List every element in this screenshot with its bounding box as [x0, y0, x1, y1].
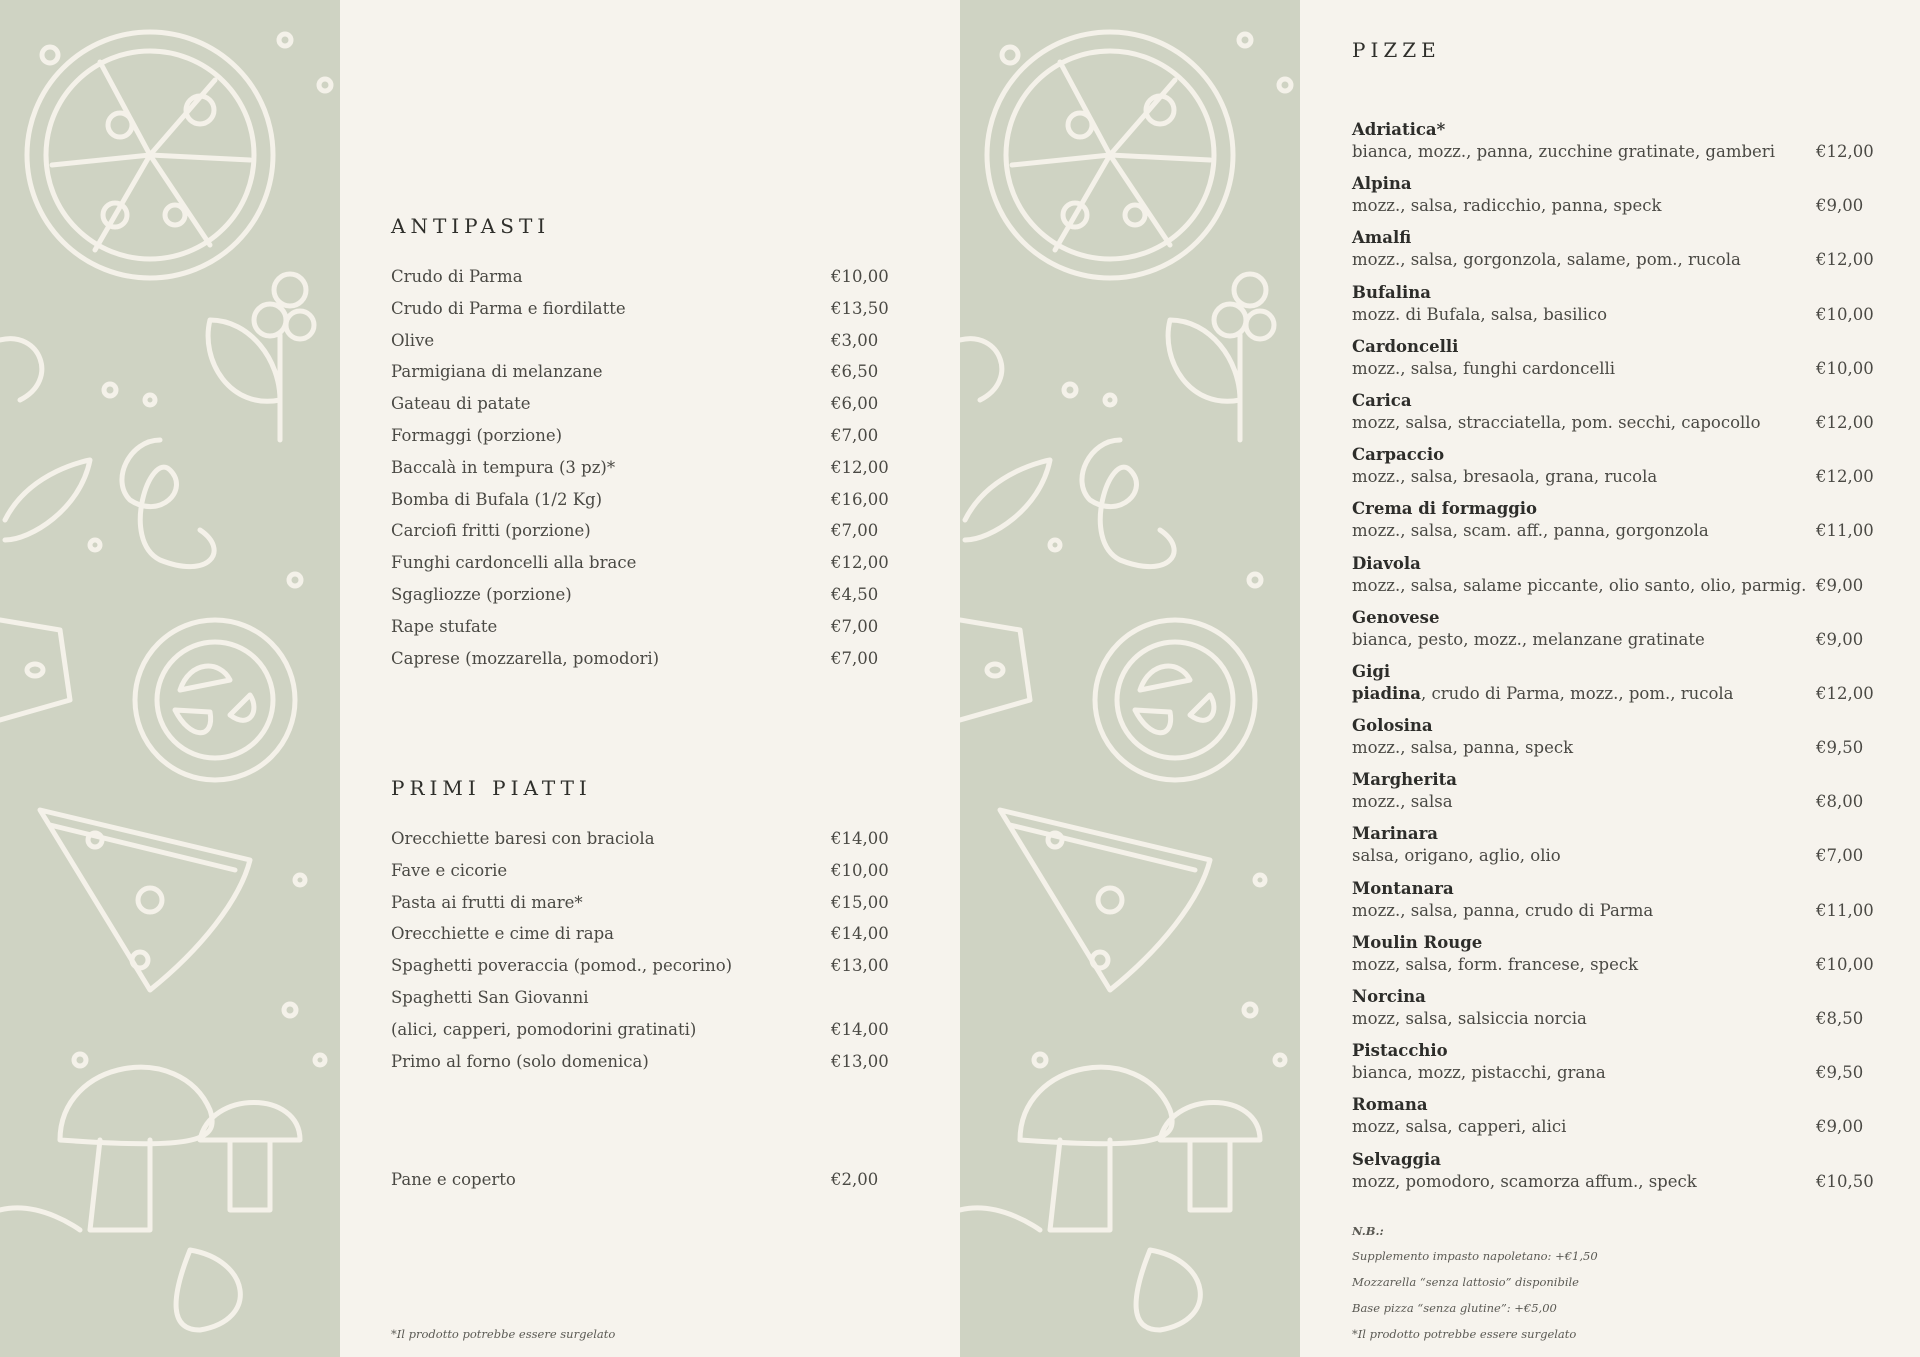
pizza-price: €11,00 [1816, 521, 1874, 541]
pizza-row [1352, 195, 1872, 217]
item-price: €13,00 [831, 956, 889, 976]
notes-title: N.B.: [1352, 1224, 1384, 1238]
pizza-ingredients-text: mozz. di Bufala, salsa, basilico [1352, 304, 1608, 324]
mushroom-icon [960, 339, 1260, 1230]
item-price: €7,00 [831, 648, 879, 668]
pizza-item [1352, 281, 1872, 335]
pizza-row [1352, 304, 1872, 326]
pizza-ingredients [1352, 791, 1453, 813]
pizza-price: €8,50 [1816, 1009, 1864, 1028]
basil-icon [208, 274, 314, 440]
menu-item [391, 617, 891, 649]
menu-item [391, 521, 891, 553]
pizza-ingredients-text: mozz, salsa, salsiccia norcia [1352, 1009, 1587, 1028]
pizza-item [1352, 714, 1872, 768]
decorative-strip-right [960, 0, 1300, 1357]
pizza-ingredients-text: mozz., salsa, funghi cardoncelli [1352, 358, 1616, 378]
item-name: Fave e cicorie [391, 860, 508, 880]
pizza-ingredients-text: bianca, mozz., panna, zucchine gratinate, gamberi [1352, 142, 1775, 161]
pizza-item [1352, 118, 1872, 172]
pizza-name: Carpaccio [1352, 445, 1445, 465]
menu-page-left [340, 0, 960, 1357]
footnote: *Il prodotto potrebbe essere surgelato [391, 1327, 616, 1341]
pizza-item [1352, 335, 1872, 389]
pizza-name: Golosina [1352, 716, 1433, 736]
item-price [831, 988, 891, 1020]
pizza-name: Montanara [1352, 878, 1454, 898]
note-line: Mozzarella “senza lattosio” disponibile [1352, 1275, 1579, 1289]
pizza-name: Gigi [1352, 661, 1391, 681]
menu-item [391, 553, 891, 585]
pizza-ingredients-text: mozz, salsa, capperi, alici [1352, 1117, 1567, 1137]
item-name: Carciofi fritti (porzione) [391, 521, 591, 541]
primi-title: PRIMI PIATTI [391, 776, 592, 800]
item-name: Spaghetti San Giovanni [391, 987, 589, 1007]
pizza-ingredients-text: , crudo di Parma, mozz., pom., rucola [1421, 683, 1734, 703]
pizza-ingredients [1352, 737, 1573, 759]
menu-item [391, 331, 891, 363]
pizza-name: Moulin Rouge [1352, 932, 1483, 952]
menu-page-right [1300, 0, 1920, 1357]
pizza-cutter-icon [0, 1208, 240, 1330]
item-name: Gateau di patate [391, 394, 531, 414]
pizza-row [1352, 845, 1872, 867]
pizza-cutter-icon [960, 1208, 1200, 1330]
pizza-name: Adriatica* [1352, 120, 1446, 139]
pizza-item [1352, 1039, 1872, 1093]
pizza-ingredients [1352, 1116, 1566, 1138]
pizza-price: €10,00 [1816, 954, 1874, 974]
antipasti-list [391, 267, 891, 680]
pizza-ingredients [1352, 1008, 1587, 1030]
pizza-ingredients [1352, 1171, 1697, 1193]
item-price: €7,00 [831, 616, 879, 636]
item-name: Olive [391, 330, 435, 350]
item-name: Funghi cardoncelli alla brace [391, 553, 637, 573]
pizza-ingredients [1352, 466, 1657, 488]
menu-item [391, 490, 891, 522]
tomato-slice-icon [1095, 620, 1255, 780]
basil-icon [1168, 274, 1274, 440]
item-name: Rape stufate [391, 616, 498, 636]
pizza-ingredients-text: mozz., salsa, gorgonzola, salame, pom., rucola [1352, 250, 1741, 270]
cheese-icon [0, 620, 70, 720]
pizza-item [1352, 1093, 1872, 1147]
pizza-ingredients-text: bianca, pesto, mozz., melanzane gratinate [1352, 629, 1705, 649]
item-name: Baccalà in tempura (3 pz)* [391, 457, 616, 477]
menu-item [391, 267, 891, 299]
pizza-name: Selvaggia [1352, 1149, 1441, 1169]
menu-item [391, 362, 891, 394]
item-price: €12,00 [831, 457, 889, 477]
pizza-row [1352, 520, 1872, 542]
pizza-item [1352, 768, 1872, 822]
pizza-item [1352, 552, 1872, 606]
pizza-item [1352, 822, 1872, 876]
pizza-list [1352, 118, 1872, 1202]
pizza-name: Diavola [1352, 553, 1421, 573]
pizza-ingredients [1352, 845, 1561, 867]
pizza-name: Romana [1352, 1095, 1428, 1115]
pasta-icon [122, 440, 214, 567]
pizza-row [1352, 141, 1872, 163]
pizza-row [1352, 954, 1872, 976]
item-price: €16,00 [831, 489, 889, 509]
pizza-ingredients-text: mozz., salsa [1352, 792, 1453, 812]
pizza-row [1352, 575, 1872, 597]
pizza-item [1352, 172, 1872, 226]
item-name: (alici, capperi, pomodorini gratinati) [391, 1019, 697, 1039]
pizza-ingredients [1352, 683, 1734, 705]
cheese-icon [960, 620, 1030, 720]
pizza-ingredients [1352, 1062, 1606, 1084]
pizza-ingredients-text: mozz., salsa, scam. aff., panna, gorgonzola [1352, 521, 1709, 541]
menu-item [391, 861, 891, 893]
pizza-price: €9,00 [1816, 1117, 1864, 1137]
pizza-ingredients [1352, 954, 1638, 976]
leaf-icon [965, 460, 1050, 540]
pizza-item [1352, 660, 1872, 714]
pizza-name: Marinara [1352, 824, 1438, 844]
primi-list [391, 829, 891, 1083]
item-name: Primo al forno (solo domenica) [391, 1051, 649, 1071]
item-name: Formaggi (porzione) [391, 425, 563, 445]
pizza-slice-icon [40, 810, 250, 990]
pizza-price: €9,50 [1816, 738, 1864, 758]
pizza-item [1352, 389, 1872, 443]
pizza-name: Cardoncelli [1352, 336, 1459, 356]
pizza-price: €11,00 [1816, 900, 1874, 920]
pizza-ingredients-text: mozz, salsa, form. francese, speck [1352, 954, 1639, 974]
menu-item [391, 458, 891, 490]
item-price: €3,00 [831, 330, 879, 350]
item-price: €6,00 [831, 394, 879, 414]
pizza-ingredients [1352, 195, 1661, 217]
pasta-icon [1082, 440, 1174, 567]
item-price: €7,00 [831, 425, 879, 445]
pizza-item [1352, 931, 1872, 985]
pizza-item [1352, 985, 1872, 1039]
menu-item [391, 829, 891, 861]
notes-list [1352, 1249, 1598, 1353]
menu-item [391, 924, 891, 956]
pizza-ingredients-text: mozz., salsa, radicchio, panna, speck [1352, 196, 1662, 216]
pizza-price: €12,00 [1816, 250, 1874, 270]
pizza-price: €12,00 [1816, 467, 1874, 487]
pizza-item [1352, 1148, 1872, 1202]
pizza-item [1352, 606, 1872, 660]
item-price: €14,00 [831, 924, 889, 944]
tomato-slice-icon [135, 620, 295, 780]
menu-item [391, 649, 891, 681]
pizza-name: Amalfi [1352, 228, 1412, 248]
item-name: Bomba di Bufala (1/2 Kg) [391, 489, 603, 509]
pizza-ingredients [1352, 141, 1775, 163]
pizza-name: Carica [1352, 390, 1412, 410]
pizza-price: €10,50 [1816, 1171, 1874, 1191]
pizza-row [1352, 1171, 1872, 1193]
pizza-row [1352, 900, 1872, 922]
item-name: Pasta ai frutti di mare* [391, 892, 583, 912]
pizza-price: €12,00 [1816, 683, 1874, 703]
item-name: Caprese (mozzarella, pomodori) [391, 648, 660, 668]
item-price: €10,00 [831, 267, 889, 286]
item-price: €15,00 [831, 892, 889, 912]
menu-item [391, 988, 891, 1020]
pizza-icon [27, 32, 273, 278]
item-price: €6,50 [831, 362, 879, 382]
pizza-row [1352, 1008, 1872, 1030]
pizza-ingredients-text: mozz., salsa, panna, crudo di Parma [1352, 900, 1654, 920]
item-price: €14,00 [831, 1019, 889, 1039]
pizza-price: €9,50 [1816, 1063, 1864, 1083]
pizza-row [1352, 791, 1872, 813]
pizza-price: €8,00 [1816, 792, 1864, 812]
note-line: Supplemento impasto napoletano: +€1,50 [1352, 1249, 1598, 1263]
pizza-ingredients-text: bianca, mozz, pistacchi, grana [1352, 1063, 1606, 1083]
menu-item [391, 893, 891, 925]
pizza-item [1352, 497, 1872, 551]
pizza-row [1352, 412, 1872, 434]
pizza-ingredients-highlight: piadina [1352, 683, 1421, 703]
pizza-ingredients [1352, 412, 1761, 434]
pizza-row [1352, 737, 1872, 759]
pizza-name: Alpina [1352, 174, 1412, 194]
pizza-ingredients [1352, 520, 1709, 542]
menu-item [391, 1052, 891, 1084]
item-price: €4,50 [831, 584, 879, 604]
pizza-ingredients [1352, 358, 1615, 380]
pizza-price: €10,00 [1816, 304, 1874, 324]
pizza-price: €9,00 [1816, 196, 1864, 216]
pizza-ingredients-text: mozz., salsa, bresaola, grana, rucola [1352, 467, 1658, 487]
pizza-ingredients-text: mozz., salsa, panna, speck [1352, 738, 1574, 758]
pizza-price: €10,00 [1816, 358, 1874, 378]
pizza-name: Bufalina [1352, 282, 1431, 302]
pizza-price: €12,00 [1816, 412, 1874, 432]
item-price: €10,00 [831, 860, 889, 880]
pizza-ingredients-text: mozz, pomodoro, scamorza affum., speck [1352, 1171, 1697, 1191]
item-price: €7,00 [831, 521, 879, 541]
pizza-icon [987, 32, 1233, 278]
mushroom-icon [0, 339, 300, 1230]
pizza-slice-icon [1000, 810, 1210, 990]
pizza-ingredients [1352, 629, 1705, 651]
note-line: *Il prodotto potrebbe essere surgelato [1352, 1327, 1577, 1341]
menu-item [391, 426, 891, 458]
pizza-name: Margherita [1352, 770, 1457, 790]
pizze-title: PIZZE [1352, 38, 1441, 62]
pizza-name: Pistacchio [1352, 1041, 1448, 1061]
pizza-name: Crema di formaggio [1352, 499, 1538, 519]
pizza-price: €7,00 [1816, 846, 1864, 866]
pizza-row [1352, 466, 1872, 488]
item-name: Pane e coperto [391, 1170, 516, 1189]
pizza-price: €12,00 [1816, 142, 1874, 161]
note-line: Base pizza “senza glutine”: +€5,00 [1352, 1301, 1557, 1315]
coperto-row [391, 1170, 891, 1202]
menu-item [391, 1020, 891, 1052]
item-name: Crudo di Parma e fiordilatte [391, 298, 626, 318]
item-name: Sgagliozze (porzione) [391, 584, 572, 604]
menu-item [391, 299, 891, 331]
menu-item [391, 956, 891, 988]
pizza-ingredients [1352, 900, 1653, 922]
item-name: Orecchiette e cime di rapa [391, 924, 614, 944]
pizza-row [1352, 249, 1872, 271]
pizza-ingredients-text: salsa, origano, aglio, olio [1352, 846, 1561, 866]
menu-item [391, 394, 891, 426]
pizza-name: Norcina [1352, 987, 1426, 1006]
pizza-price: €9,00 [1816, 575, 1864, 595]
pizza-ingredients [1352, 575, 1806, 597]
pizza-row [1352, 683, 1872, 705]
item-name: Spaghetti poveraccia (pomod., pecorino) [391, 956, 733, 976]
item-price: €13,00 [831, 1051, 889, 1071]
item-name: Crudo di Parma [391, 267, 523, 286]
item-price: €14,00 [831, 829, 889, 848]
pizza-row [1352, 1062, 1872, 1084]
pizza-item [1352, 443, 1872, 497]
pizza-row [1352, 629, 1872, 651]
antipasti-title: ANTIPASTI [391, 214, 551, 238]
pizza-name: Genovese [1352, 607, 1440, 627]
pizza-ingredients-text: mozz., salsa, salame piccante, olio santo, olio, parmig. [1352, 575, 1807, 595]
pizza-item [1352, 226, 1872, 280]
item-price: €13,50 [831, 298, 889, 318]
leaf-icon [5, 460, 90, 540]
pizza-ingredients-text: mozz, salsa, stracciatella, pom. secchi, capocollo [1352, 412, 1761, 432]
pizza-ingredients [1352, 249, 1741, 271]
item-name: Orecchiette baresi con braciola [391, 829, 655, 848]
pizza-item [1352, 877, 1872, 931]
item-price: €2,00 [831, 1170, 879, 1189]
pizza-row [1352, 1116, 1872, 1138]
menu-item [391, 585, 891, 617]
pizza-ingredients [1352, 304, 1607, 326]
item-price: €12,00 [831, 553, 889, 573]
pizza-row [1352, 358, 1872, 380]
pizza-price: €9,00 [1816, 629, 1864, 649]
decorative-strip-left [0, 0, 340, 1357]
item-name: Parmigiana di melanzane [391, 362, 603, 382]
